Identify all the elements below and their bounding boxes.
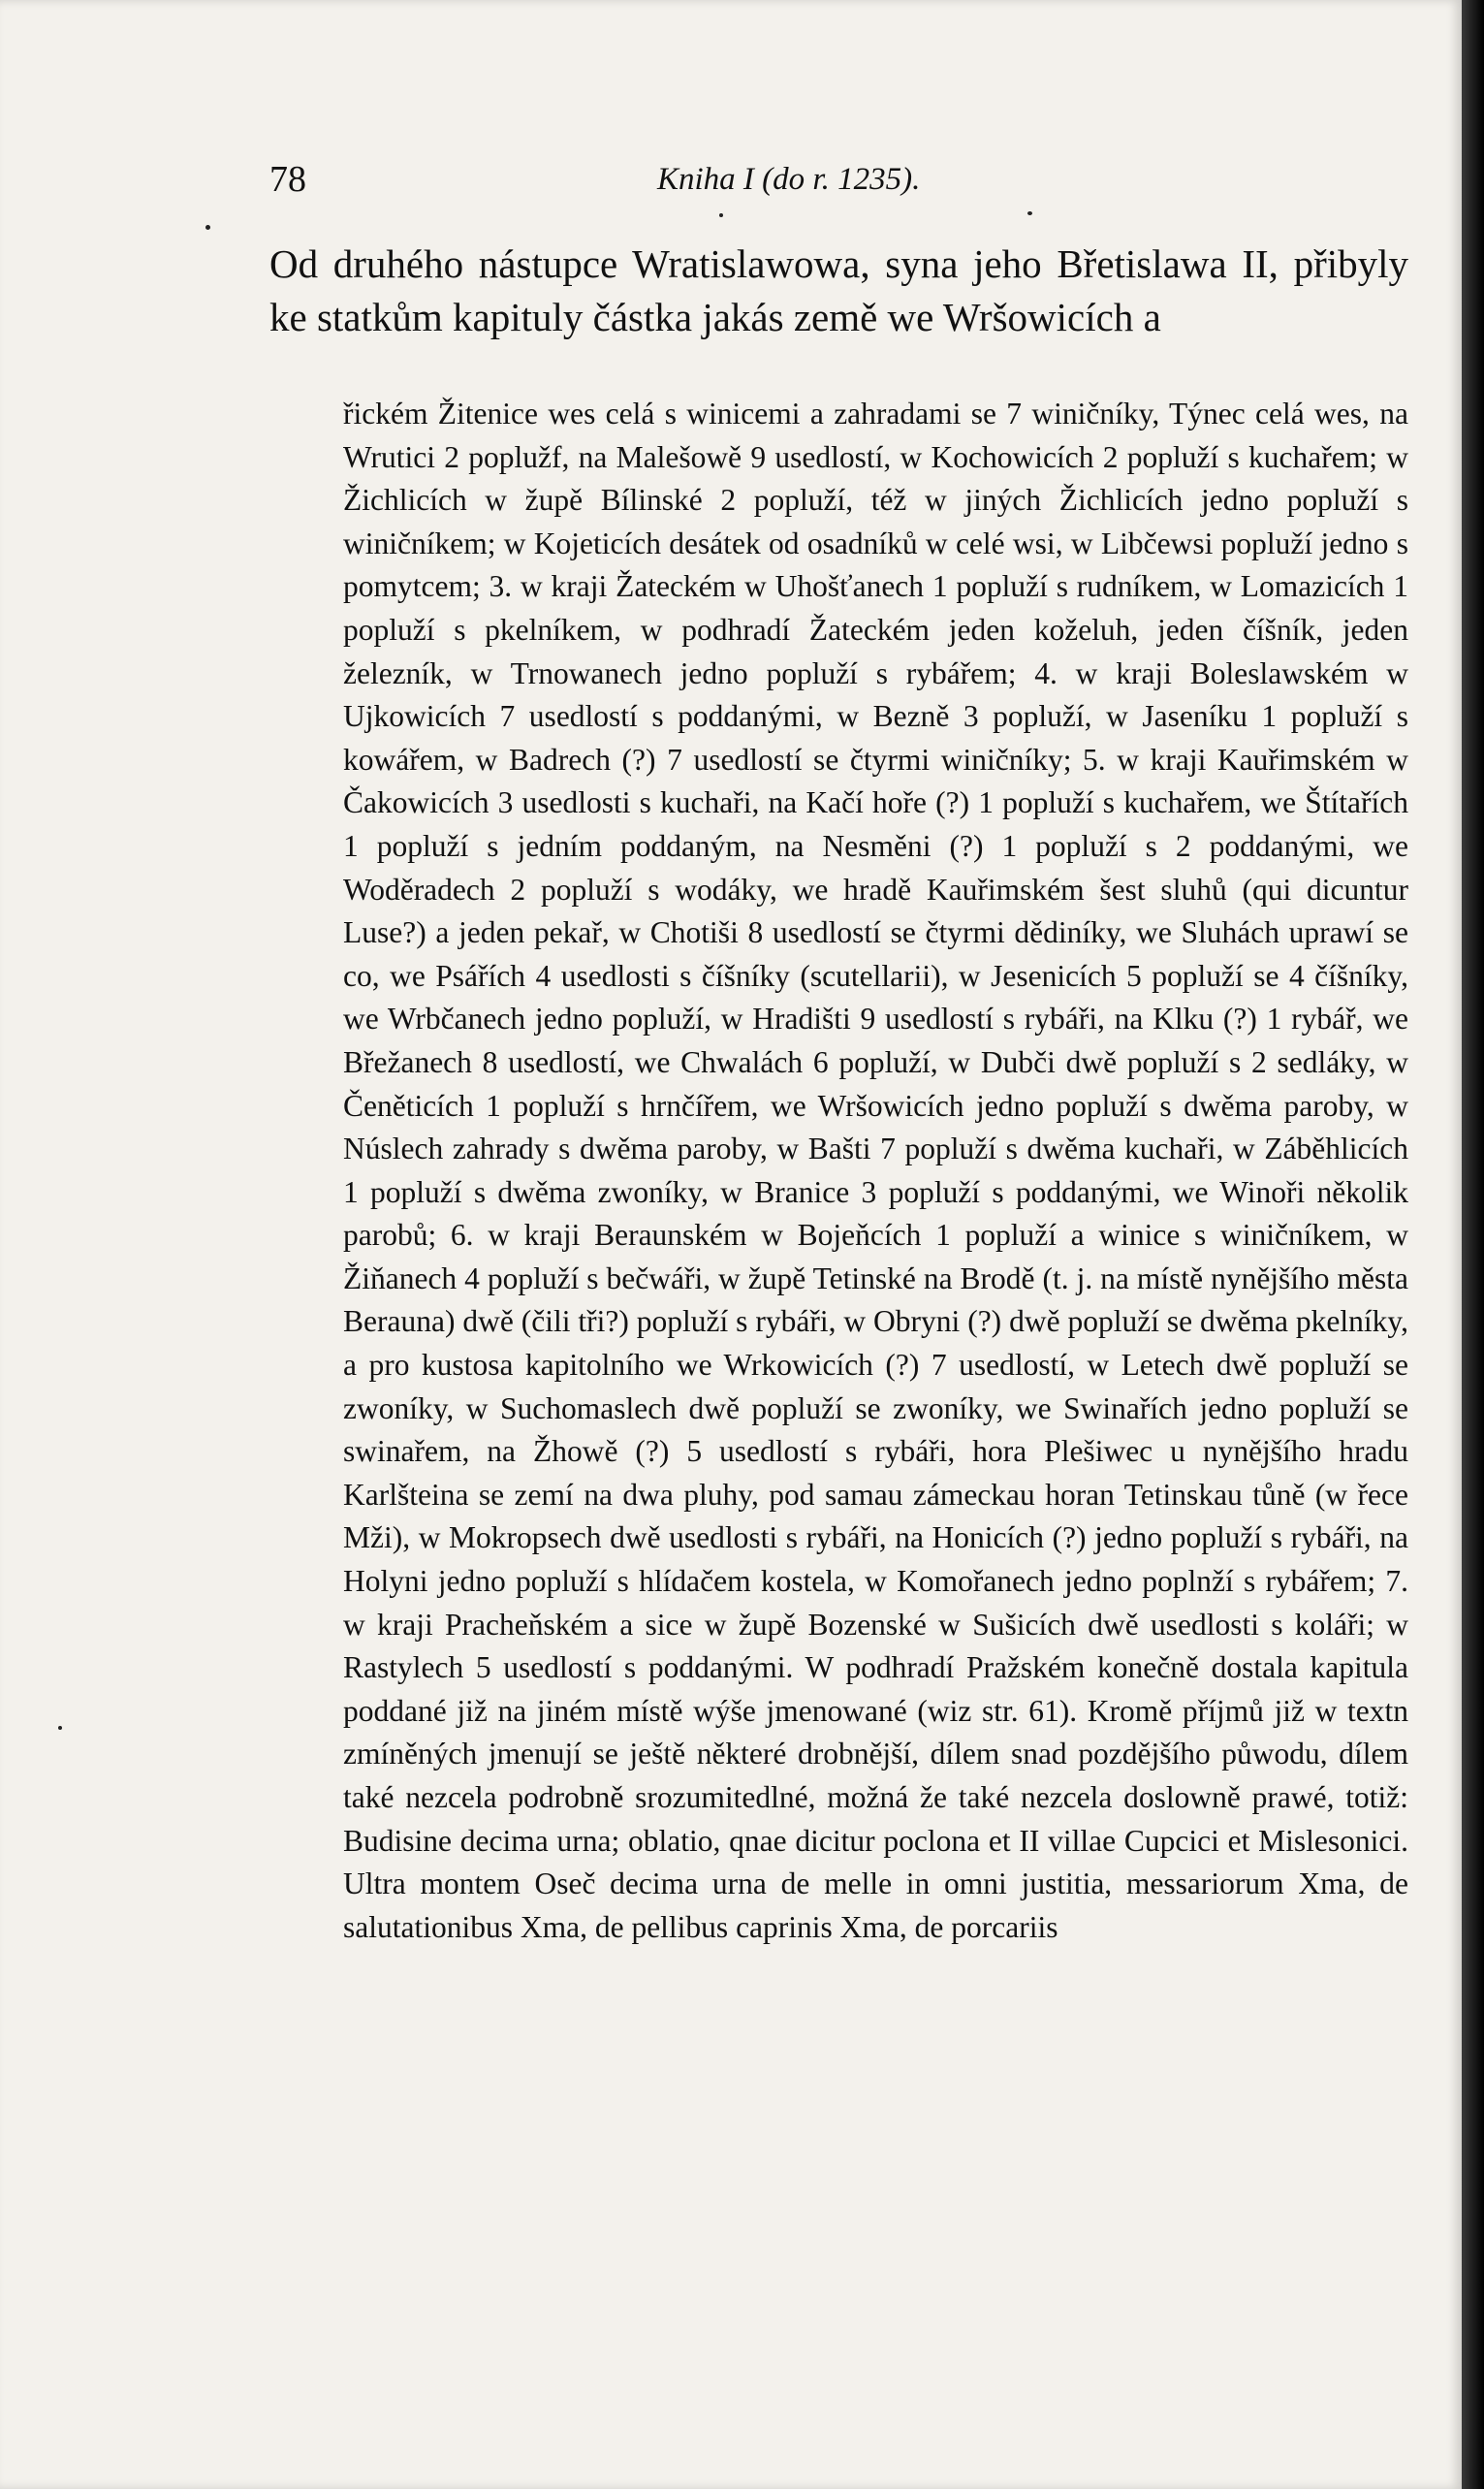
running-head: Kniha I (do r. 1235). (657, 162, 921, 197)
print-speck (719, 213, 723, 217)
page-edge-shadow (1462, 0, 1484, 2489)
page-content (269, 238, 1408, 1949)
page-header (269, 155, 1408, 204)
page-number: 78 (269, 159, 306, 200)
lead-paragraph: Od druhého nástupce Wratislawowa, syna jeho Břetislawa II, přibyly ke statkům kapituly částka jakás země we Wršowicích a (269, 241, 1408, 339)
body-paragraph: řickém Žitenice wes celá s winicemi a zahradami se 7 winičníky, Týnec celá wes, na Wrutici 2 poplužf, na Malešowě 9 usedlostí, w Kochowicích 2 popluží s kuchařem; w Žichlicích w župě Bílinské 2 popluží, též w jiných Žichlicích jedno popluží s winičníkem; w Kojeticích desátek od osadníků w celé wsi, w Libčewsi popluží jedno s pomytcem; 3. w kraji Žateckém w Uhošťanech 1 popluží s rudníkem, w Lomazicích 1 popluží s pkelníkem, w podhradí Žateckém jeden koželuh, jeden číšník, jeden železník, w Trnowanech jedno popluží s rybářem; 4. w kraji Boleslawském w Ujkowicích 7 usedlostí s poddanými, w Bezně 3 popluží, w Jaseníku 1 popluží s kowářem, w Badrech (?) 7 usedlostí se čtyrmi winičníky; 5. w kraji Kauřimském w Čakowicích 3 usedlosti s kuchaři, na Kačí hoře (?) 1 popluží s kuchařem, we Štítařích 1 popluží s jedním poddaným, na Nesměni (?) 1 popluží s 2 poddanými, we Woděradech 2 popluží s wodáky, we hradě Kauřimském šest sluhů (qui dicuntur Luse?) a jeden pekař, w Chotiši 8 usedlostí se čtyrmi dědiníky, we Sluhách uprawí se co, we Psářích 4 usedlosti s číšníky (scutellarii), w Jesenicích 5 popluží se 4 číšníky, we Wrbčanech jedno popluží, w Hradišti 9 usedlostí s rybáři, na Klku (?) 1 rybář, we Břežanech 8 usedlostí, we Chwalách 6 popluží, w Dubči dwě popluží s 2 sedláky, w Čeněticích 1 popluží s hrnčířem, we Wršowicích jedno popluží s dwěma paroby, w Núslech zahrady s dwěma paroby, w Bašti 7 popluží s dwěma kuchaři, w Záběhlicích 1 popluží s dwěma zwoníky, w Branice 3 popluží s poddanými, we Winoři několik parobů; 6. w kraji Beraunském w Bojeňcích 1 popluží a winice s winičníkem, w Žiňanech 4 popluží s bečwáři, w župě Tetinské na Brodě (t. j. na místě nynějšího města Berauna) dwě (čili tři?) popluží s rybáři, w Obryni (?) dwě popluží se dwěma pkelníky, a pro kustosa kapitolního we Wrkowicích (?) 7 usedlostí, w Letech dwě popluží se zwoníky, w Suchomaslech dwě popluží se zwoníky, we Swinařích jedno popluží se swinařem, na Žhowě (?) 5 usedlostí s rybáři, hora Plešiwec u nynějšího hradu Karlšteina se zemí na dwa pluhy, pod samau zámeckau horan Tetinskau tůně (w řece Mži), w Mokropsech dwě usedlosti s rybáři, na Honicích (?) jedno popluží s rybáři, na Holyni jedno popluží s hlídačem kostela, w Komořanech jedno poplnží s rybářem; 7. w kraji Pracheňském a sice w župě Bozenské w Sušicích dwě usedlosti s koláři; w Rastylech 5 usedlostí s poddanými. W podhradí Pražském konečně dostala kapitula poddané již na jiném místě wýše jmenowané (wiz str. 61). Kromě příjmů již w textn zmíněných jmenují se ještě některé drobnější, dílem snad pozdějšího půwodu, dílem také nezcela podrobně srozumitedlné, možná že také nezcela doslowně prawé, totiž: Budisine decima urna; oblatio, qnae dicitur poclona et II villae Cupcici et Mislesonici. Ultra montem Oseč decima urna de melle in omni justitia, messariorum Xma, de salutationibus Xma, de pellibus caprinis Xma, de porcariis (343, 397, 1408, 1944)
print-speck (58, 1726, 62, 1730)
print-speck (1027, 211, 1032, 215)
print-speck (205, 225, 210, 230)
